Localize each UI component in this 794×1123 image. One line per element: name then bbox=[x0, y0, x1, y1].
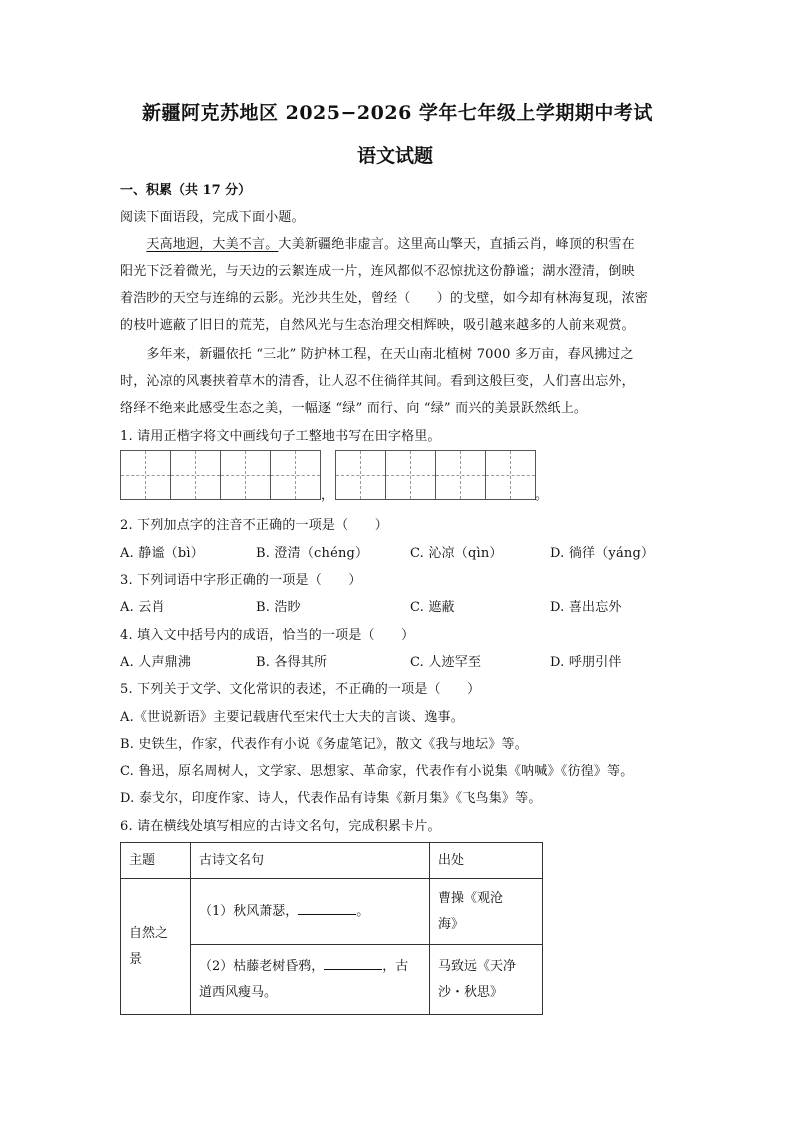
tian-cell[interactable] bbox=[386, 450, 436, 500]
underlined-sentence: 天高地迥，大美不言。 bbox=[146, 237, 279, 252]
reading-instruction: 阅读下面语段，完成下面小题。 bbox=[120, 210, 305, 225]
tian-cell[interactable] bbox=[171, 450, 221, 500]
section-heading: 一、积累（共 17 分） bbox=[120, 183, 252, 198]
q5-option-d[interactable]: D. 泰戈尔，印度作家、诗人，代表作品有诗集《新月集》《飞鸟集》等。 bbox=[120, 791, 542, 806]
passage-line: 络绎不绝来此感受生态之美，一幅逐 “绿” 而行、向 “绿” 而兴的美景跃然纸上。 bbox=[120, 401, 588, 416]
grid-period: 。 bbox=[535, 488, 549, 503]
header-source: 出处 bbox=[430, 843, 543, 879]
tian-cell[interactable] bbox=[120, 450, 171, 500]
q5-option-a[interactable]: A.《世说新语》主要记载唐代至宋代士大夫的言谈、逸事。 bbox=[120, 710, 464, 725]
fill-blank-1[interactable] bbox=[298, 900, 356, 915]
source-cell: 马致远《天净 沙・秋思》 bbox=[430, 945, 543, 1015]
q2-option-a[interactable]: A. 静谧（bì） bbox=[120, 546, 204, 561]
q3-option-b[interactable]: B. 浩眇 bbox=[256, 600, 301, 615]
q2-option-c[interactable]: C. 沁凉（qìn） bbox=[410, 546, 503, 561]
tian-cell[interactable] bbox=[436, 450, 486, 500]
q4-option-b[interactable]: B. 各得其所 bbox=[256, 655, 328, 670]
q4-option-d[interactable]: D. 呼朋引伴 bbox=[550, 655, 622, 670]
q2-option-b[interactable]: B. 澄清（chéng） bbox=[256, 546, 369, 561]
grid-comma: ， bbox=[321, 488, 335, 503]
question-3: 3. 下列词语中字形正确的一项是（ ） bbox=[120, 573, 362, 588]
tian-grid-left[interactable] bbox=[120, 450, 321, 500]
header-theme: 主题 bbox=[121, 843, 191, 879]
passage-line: 时，沁凉的风裹挟着草木的清香，让人忍不住徜徉其间。看到这般巨变，人们喜出忘外， bbox=[120, 374, 635, 389]
question-5: 5. 下列关于文学、文化常识的表述，不正确的一项是（ ） bbox=[120, 682, 481, 697]
table-row bbox=[121, 879, 543, 945]
question-4: 4. 填入文中括号内的成语，恰当的一项是（ ） bbox=[120, 628, 415, 643]
q3-option-a[interactable]: A. 云肖 bbox=[120, 600, 165, 615]
question-2: 2. 下列加点字的注音不正确的一项是（ ） bbox=[120, 518, 388, 533]
q4-option-c[interactable]: C. 人迹罕至 bbox=[410, 655, 482, 670]
question-6: 6. 请在横线处填写相应的古诗文名句，完成积累卡片。 bbox=[120, 819, 441, 834]
passage-line: 多年来，新疆依托 “三北” 防护林工程，在天山南北植树 7000 多万亩，春风拂过之 bbox=[120, 347, 634, 362]
table-header-row bbox=[121, 843, 543, 879]
tian-cell[interactable] bbox=[335, 450, 386, 500]
passage-line: 的枝叶遮蔽了旧日的荒芜，自然风光与生态治理交相辉映，吸引越来越多的人前来观赏。 bbox=[120, 318, 635, 333]
page-title: 新疆阿克苏地区 2025−2026 学年七年级上学期期中考试 bbox=[142, 102, 653, 124]
page-subtitle: 语文试题 bbox=[357, 145, 434, 167]
quote-cell: （1）秋风萧瑟， 。 bbox=[191, 879, 430, 945]
theme-cell: 自然之 景 bbox=[121, 879, 191, 1015]
q3-option-d[interactable]: D. 喜出忘外 bbox=[550, 600, 622, 615]
passage-line: 着浩眇的天空与连绵的云影。光沙共生处，曾经（ ）的戈壁，如今却有林海复现，浓密 bbox=[120, 291, 649, 306]
tian-cell[interactable] bbox=[221, 450, 271, 500]
question-1: 1. 请用正楷字将文中画线句子工整地书写在田字格里。 bbox=[120, 429, 441, 444]
tian-grid-right[interactable] bbox=[335, 450, 536, 500]
q5-option-b[interactable]: B. 史铁生，作家，代表作有小说《务虚笔记》，散文《我与地坛》等。 bbox=[120, 737, 528, 752]
q5-option-c[interactable]: C. 鲁迅，原名周树人，文学家、思想家、革命家，代表作有小说集《呐喊》《彷徨》等。 bbox=[120, 764, 634, 779]
passage-line: 阳光下泛着微光，与天边的云絮连成一片，连风都似不忍惊扰这份静谧；湖水澄清，倒映 bbox=[120, 264, 635, 279]
tian-cell[interactable] bbox=[271, 450, 321, 500]
accumulation-card-table bbox=[120, 842, 543, 1015]
header-quote: 古诗文名句 bbox=[191, 843, 430, 879]
source-cell: 曹操《观沧 海》 bbox=[430, 879, 543, 945]
passage-line: 天高地迥，大美不言。大美新疆绝非虚言。这里高山擎天，直插云肖，峰顶的积雪在 bbox=[146, 237, 635, 252]
fill-blank-2[interactable] bbox=[324, 955, 382, 970]
quote-cell: （2）枯藤老树昏鸦， ，古 道西风瘦马。 bbox=[191, 945, 430, 1015]
q3-option-c[interactable]: C. 遮蔽 bbox=[410, 600, 455, 615]
tian-cell[interactable] bbox=[486, 450, 536, 500]
q4-option-a[interactable]: A. 人声鼎沸 bbox=[120, 655, 192, 670]
q2-option-d[interactable]: D. 徜徉（yáng） bbox=[550, 546, 655, 561]
